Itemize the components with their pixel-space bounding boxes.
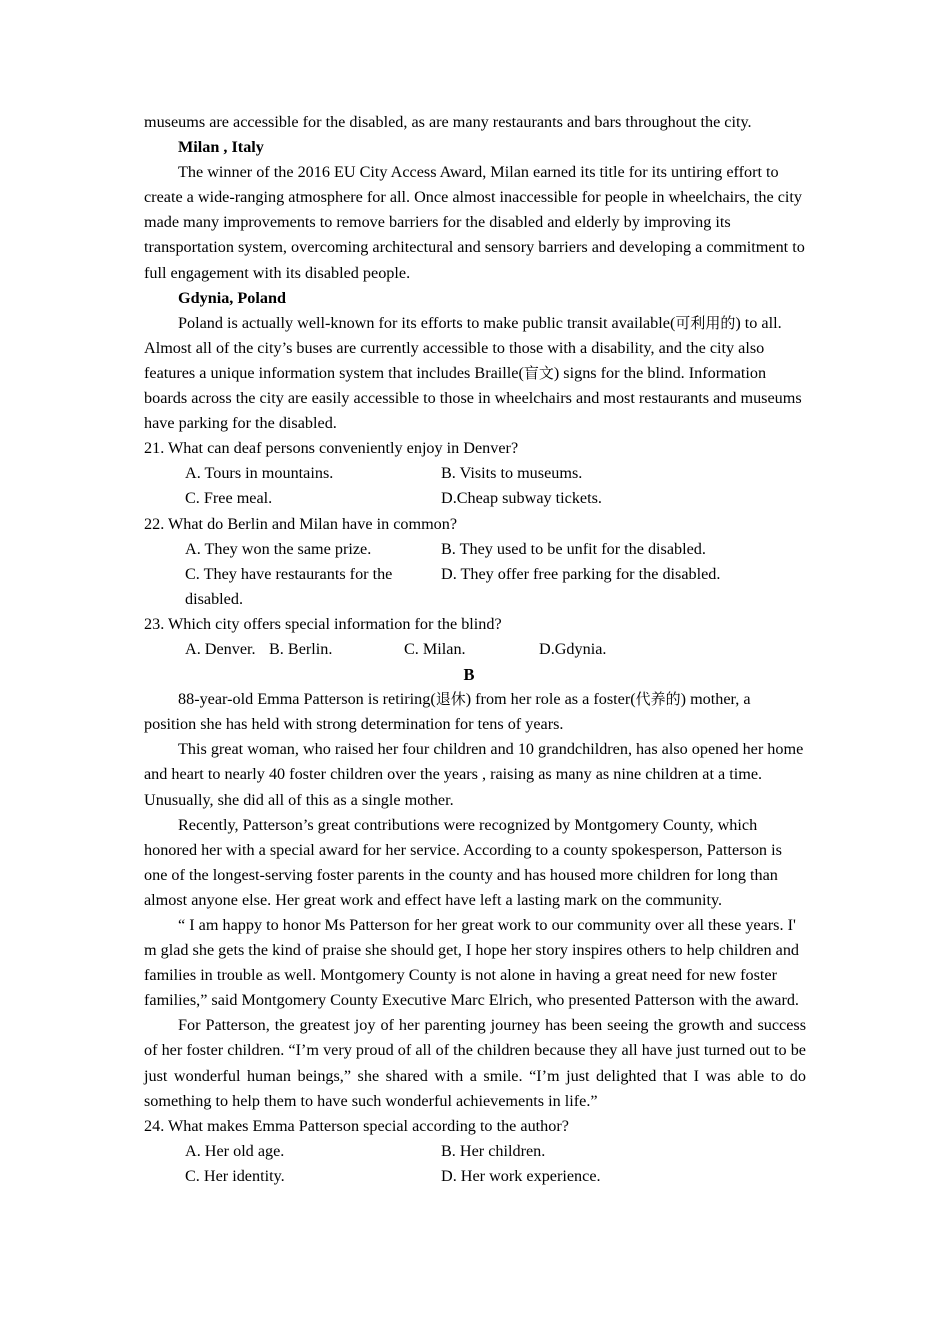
question-22-option-d[interactable]: D. They offer free parking for the disabled.	[441, 564, 721, 583]
question-23-option-d[interactable]: D.Gdynia.	[539, 639, 607, 658]
pb-p1-part1: 88-year-old Emma Patterson is retiring(	[178, 690, 436, 709]
question-24-option-d[interactable]: D. Her work experience.	[441, 1166, 601, 1185]
pb-p1-part2: ) from her role as a foster(	[465, 690, 636, 709]
question-21-option-a[interactable]: A. Tours in mountains.	[185, 464, 334, 483]
question-23-stem: 23. Which city offers special information for the blind?	[144, 614, 502, 633]
city-heading-gdynia: Gdynia, Poland	[178, 288, 286, 307]
question-23-option-c[interactable]: C. Milan.	[404, 639, 466, 658]
gdynia-text-part2: ) to all. Almost all of the city’s buses are currently accessible to those with a disability, and the city also features a unique information system that includes Braille(	[144, 313, 782, 382]
document-body	[144, 110, 806, 1189]
question-21-option-b[interactable]: B. Visits to museums.	[441, 464, 583, 483]
pb-p1-part3: ) mother, a position she has held with strong determination for tens of years.	[144, 690, 751, 734]
gloss-foster-chinese: 代养的	[635, 690, 681, 709]
question-22-options-row-1	[144, 537, 806, 562]
question-23-option-a[interactable]: A. Denver.	[185, 639, 256, 658]
gdynia-text-part1: Poland is actually well-known for its efforts to make public transit available(	[178, 313, 676, 332]
question-21-options-row-1	[144, 461, 806, 486]
question-22-stem: 22. What do Berlin and Milan have in common?	[144, 514, 458, 533]
question-21-option-c[interactable]: C. Free meal.	[185, 489, 273, 508]
city-paragraph-gdynia	[144, 311, 806, 436]
passage-b-paragraph-1	[144, 687, 806, 737]
question-22-option-c[interactable]: C. They have restaurants for the disabled.	[185, 564, 393, 608]
passage-b-paragraph-4: “ I am happy to honor Ms Patterson for her great work to our community over all these years. I' m glad she gets the kind of praise she should get, I hope her story inspires others to help children and families in trouble as well. Montgomery County is not alone in having a great need for new foster families,” said Montgomery County Executive Marc Elrich, who presented Patterson with the award.	[144, 916, 800, 1010]
gloss-braille-chinese: 盲文	[523, 363, 554, 382]
question-21-stem: 21. What can deaf persons conveniently enjoy in Denver?	[144, 439, 519, 458]
question-24-option-c[interactable]: C. Her identity.	[185, 1166, 285, 1185]
question-22-option-b[interactable]: B. They used to be unfit for the disabled.	[441, 539, 706, 558]
continued-paragraph: museums are accessible for the disabled, as are many restaurants and bars throughout the city.	[144, 113, 752, 131]
passage-b-paragraph-3: Recently, Patterson’s great contributions were recognized by Montgomery County, which honored her with a special award for her service. According to a county spokesperson, Patterson is one of the longest-serving foster parents in the county and has housed more children for long than almost anyone else. Her great work and effect have left a lasting mark on the community.	[144, 815, 782, 909]
city-paragraph-milan: The winner of the 2016 EU City Access Award, Milan earned its title for its untiring effort to create a wide-ranging atmosphere for all. Once almost inaccessible for people in wheelchairs, the city made many improvements to remove barriers for the disabled and elderly by improving its transportation system, overcoming architectural and sensory barriers and developing a commitment to full engagement with its disabled people.	[144, 163, 805, 282]
passage-b-paragraph-5: For Patterson, the greatest joy of her parenting journey has been seeing the growth and success of her foster children. “I’m very proud of all of the children because they all have just turned out to be just wonderful human beings,” she shared with a smile. “I’m just delighted that I was able to do something to help them to have such wonderful achievements in life.”	[144, 1016, 806, 1110]
question-23-options-row	[144, 637, 806, 662]
question-24-option-a[interactable]: A. Her old age.	[185, 1141, 285, 1160]
passage-b-paragraph-2: This great woman, who raised her four children and 10 grandchildren, has also opened her home and heart to nearly 40 foster children over the years , raising as many as nine children at a time. Unusually, she did all of this as a single mother.	[144, 740, 804, 809]
question-21-options-row-2	[144, 486, 806, 511]
question-22-options-row-2	[144, 562, 806, 612]
city-heading-milan: Milan , Italy	[178, 138, 264, 157]
question-24-stem: 24. What makes Emma Patterson special according to the author?	[144, 1116, 569, 1135]
question-24-options-row-1	[144, 1139, 806, 1164]
question-21-option-d[interactable]: D.Cheap subway tickets.	[441, 489, 602, 508]
question-24-option-b[interactable]: B. Her children.	[441, 1141, 546, 1160]
question-22-option-a[interactable]: A. They won the same prize.	[185, 539, 372, 558]
question-23-option-b[interactable]: B. Berlin.	[269, 639, 333, 658]
question-24-options-row-2	[144, 1164, 806, 1189]
gdynia-text-part3: ) signs for the blind. Information boards across the city are easily accessible to those in wheelchairs and most restaurants and museums have parking for the disabled.	[144, 363, 802, 433]
passage-b-letter: B	[463, 665, 475, 685]
gloss-retiring-chinese: 退休	[435, 690, 466, 709]
gloss-available-chinese: 可利用的	[675, 313, 736, 332]
